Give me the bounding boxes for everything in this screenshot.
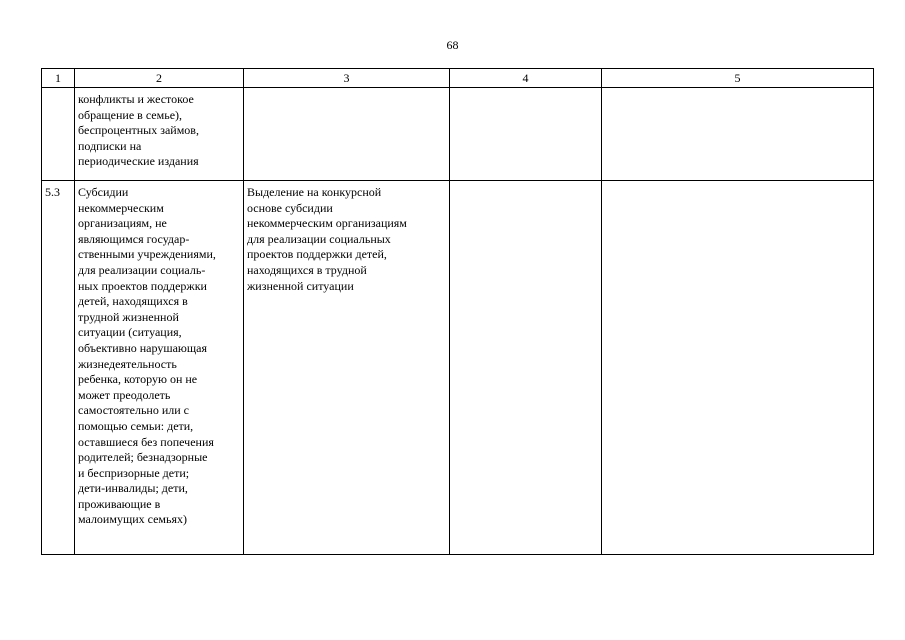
table-header: [42, 69, 874, 88]
header-col-3: 3: [244, 69, 450, 88]
col4-cell: [450, 181, 602, 555]
document-table: [41, 68, 874, 555]
row-number: 5.3: [45, 185, 60, 199]
header-col-5: 5: [602, 69, 874, 88]
header-col-2: 2: [75, 69, 244, 88]
header-col-1: 1: [42, 69, 75, 88]
description-cell: [75, 181, 244, 555]
description-text: Субсидии некоммерческим организациям, не являющимся государ- ственными учреждениями, для реализации социаль- ных проектов поддержки детей, находящихся в трудной жизненной ситуации (ситуация, объективно нарушающая жизнедеятельность ребенка, которую он не может преодолеть самостоятельно или с помощью семьи: дети, оставшиеся без попечения родителей; безнадзорные и беспризорные дети; дети-инвалиды; дети, проживающие в малоимущих семьях): [78, 185, 216, 527]
header-row: [42, 69, 874, 88]
row-number-cell: [42, 88, 75, 181]
table-body: [42, 88, 874, 555]
row-number-cell: [42, 181, 75, 555]
measure-text: Выделение на конкурсной основе субсидии некоммерческим организациям для реализации социальных проектов поддержки детей, находящихся в трудной жизненной ситуации: [247, 185, 407, 293]
page-number: 68: [446, 38, 459, 52]
col5-cell: [602, 181, 874, 555]
measure-cell: [244, 181, 450, 555]
col4-cell: [450, 88, 602, 181]
table-row: [42, 88, 874, 181]
measure-cell: [244, 88, 450, 181]
table-row: [42, 181, 874, 555]
col5-cell: [602, 88, 874, 181]
description-cell: [75, 88, 244, 181]
header-col-4: 4: [450, 69, 602, 88]
description-text: конфликты и жестокое обращение в семье), беспроцентных займов, подписки на периодические издания: [78, 92, 199, 169]
